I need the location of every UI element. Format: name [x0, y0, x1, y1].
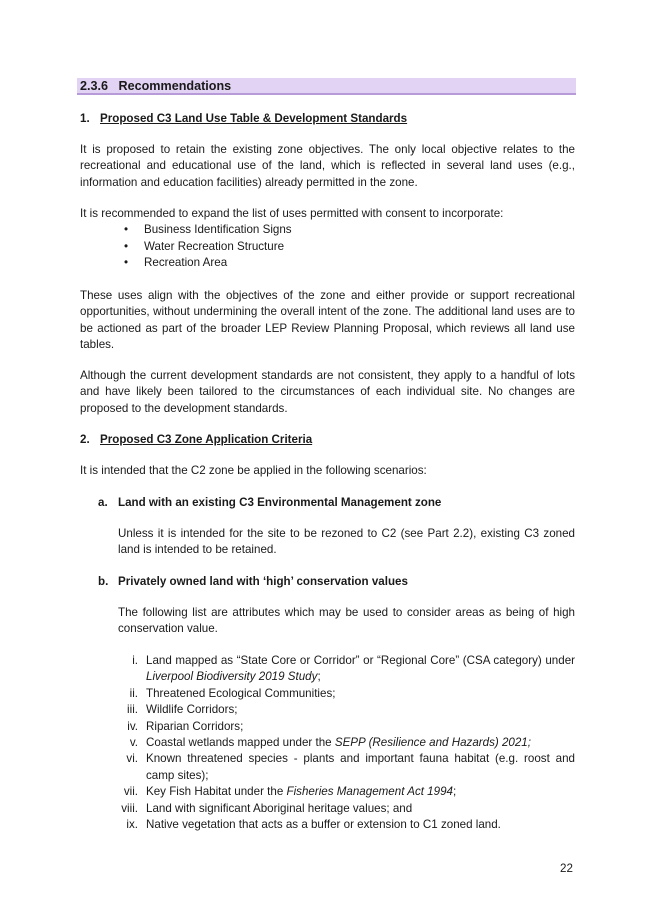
subsection-a-heading	[98, 495, 441, 511]
section-1-heading	[80, 111, 407, 127]
section-1-paragraph-4: Although the current development standards are not consistent, they apply to a handful of lots and have likely been tailored to the circumstances of each individual site. No changes are proposed to the development standards.	[80, 369, 575, 415]
section-1-paragraph-1: It is proposed to retain the existing zone objectives. The only local objective relates to the recreational and educational use of the land, which is reflected in several land uses (e.g., information and education facilities) already permitted in the zone.	[80, 143, 575, 189]
conservation-attributes-list	[100, 653, 575, 833]
section-2-number: 2.	[80, 433, 90, 446]
section-1-title: Proposed C3 Land Use Table & Development Standards	[100, 112, 408, 125]
subsection-b-heading	[98, 574, 408, 590]
list-item: iii. Wildlife Corridors;	[127, 703, 238, 717]
list-item: ii. Threatened Ecological Communities;	[129, 686, 336, 700]
section-heading	[77, 78, 576, 95]
section-1-paragraph-2: It is recommended to expand the list of uses permitted with consent to incorporate:	[80, 207, 504, 220]
list-item: iv. Riparian Corridors;	[127, 719, 244, 733]
list-item: ix. Native vegetation that acts as a buffer or extension to C1 zoned land.	[126, 818, 501, 832]
list-item: • Recreation Area	[118, 255, 292, 272]
heading-title: Recommendations	[118, 79, 232, 93]
list-item: • Water Recreation Structure	[118, 239, 292, 256]
list-item: viii. Land with significant Aboriginal heritage values; and	[121, 801, 413, 815]
subsection-b-letter: b.	[98, 575, 109, 588]
section-1-number: 1.	[80, 112, 90, 125]
section-2-heading	[80, 432, 312, 448]
section-2-title: Proposed C3 Zone Application Criteria	[100, 433, 313, 446]
page-number: 22	[560, 862, 573, 875]
permitted-uses-list	[118, 222, 292, 272]
section-2-intro: It is intended that the C2 zone be applied in the following scenarios:	[80, 464, 427, 477]
heading-number: 2.3.6	[80, 79, 109, 93]
subsection-a-text: Unless it is intended for the site to be rezoned to C2 (see Part 2.2), existing C3 zoned land is intended to be retained.	[118, 527, 575, 557]
list-item: vii. Key Fish Habitat under the Fisheries Management Act 1994;	[123, 785, 457, 799]
section-1-paragraph-3: These uses align with the objectives of the zone and either provide or support recreational opportunities, without undermining the overall intent of the zone. The additional land uses are to be actioned as part of the broader LEP Review Planning Proposal, which reviews all land use tables.	[80, 289, 575, 352]
list-item: vi. Known threatened species - plants and important fauna habitat (e.g. roost and camp sites);	[126, 752, 575, 782]
list-item: v. Coastal wetlands mapped under the SEPP (Resilience and Hazards) 2021;	[129, 736, 531, 750]
subsection-a-title: Land with an existing C3 Environmental Management zone	[118, 496, 442, 509]
list-item: i. Land mapped as “State Core or Corridor” or “Regional Core” (CSA category) under Liverpool Biodiversity 2019 Study;	[132, 654, 575, 684]
subsection-a-letter: a.	[98, 496, 108, 509]
list-item: • Business Identification Signs	[118, 222, 292, 239]
subsection-b-title: Privately owned land with ‘high’ conservation values	[118, 575, 408, 588]
subsection-b-text: The following list are attributes which may be used to consider areas as being of high conservation value.	[118, 606, 575, 636]
